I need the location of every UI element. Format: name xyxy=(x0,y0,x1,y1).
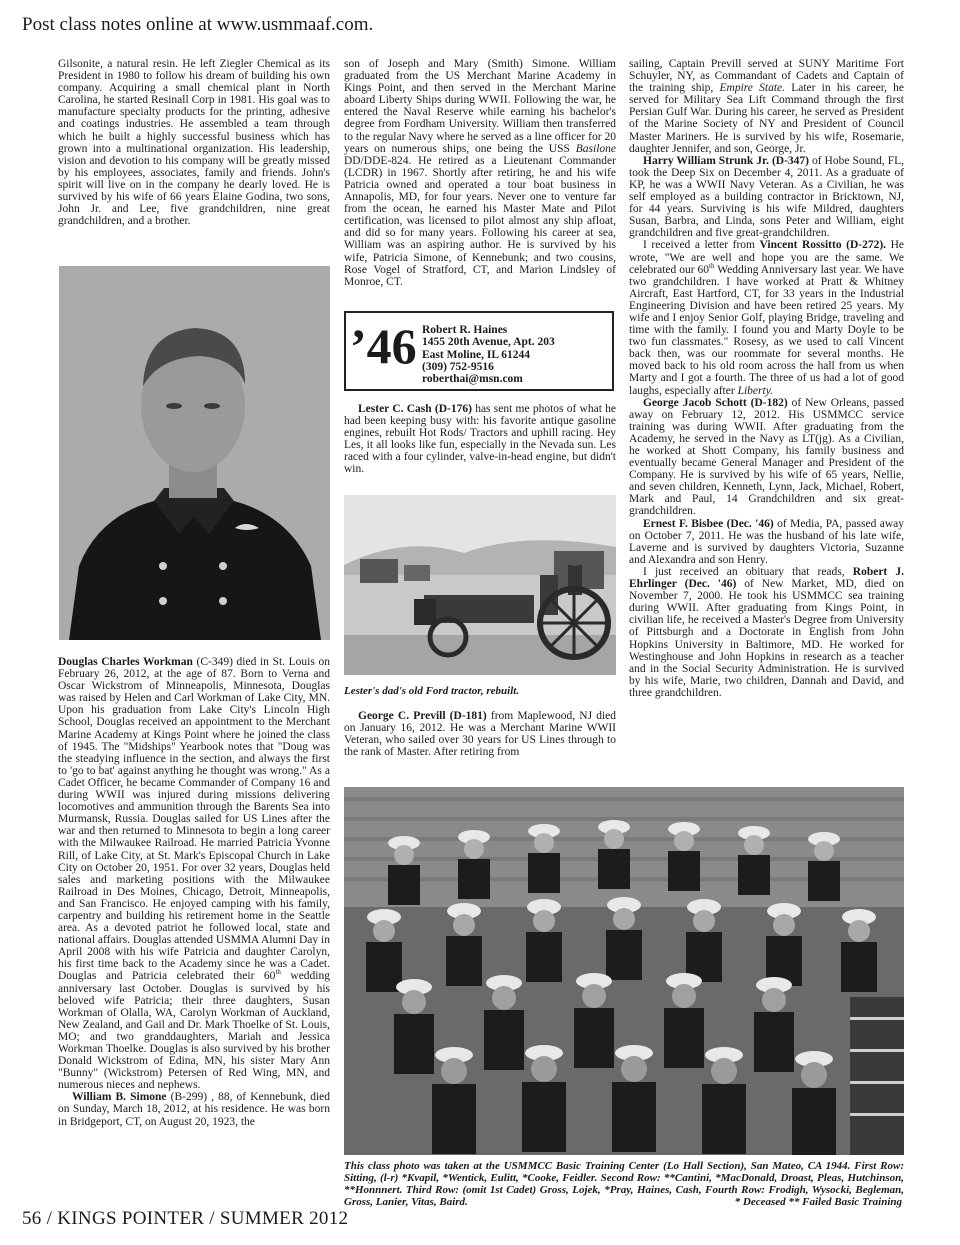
text-workman-b: wedding anniversary last October. Douglas is survived by his beloved wife Patricia; their three daughters, Susan Workman of Olalla, WA, Carolyn Workman of Auckland, New Zealand, and Gail and Dr. Mark Thoelke of St. Louis, MO; and two granddaughters, Mariah and Jessica Workman Thoelke. Douglas is also survived by his brother Donald Wickstrom of Edina, MN, his sister Mary Ann "Bunny" (Wickstrom) Petersen of Red Wing, MN, and numerous nieces and nephews. xyxy=(58,970,331,1092)
name-robert-ehrlinger: Robert J. Ehrlinger (Dec. '46) xyxy=(629,565,904,591)
column-2-bottom xyxy=(344,710,616,758)
class-secretary-contact xyxy=(422,324,555,385)
text-rossitto-a: I received a letter from xyxy=(643,239,760,252)
group-photo-illustration xyxy=(344,787,904,1155)
text-rossitto-b: He wrote, "We are well and hope you are the same. We celebrated our 60 xyxy=(629,239,904,276)
paragraph-ernest-bisbee xyxy=(629,518,904,566)
secretary-email[interactable]: roberthai@msn.com xyxy=(422,373,523,386)
page-header[interactable]: Post class notes online at www.usmmaaf.com. xyxy=(22,14,374,35)
text-lester-cash: has sent me photos of what he had been keeping busy with: his favorite antique gasoline engines, rebuilt Hot Rods/ Tractors and uphill racing. Hey Les, it all looks like fun, especially in the Nevada sun. Les raced with a four cylinder, valve-in-head engine, but didn't win. xyxy=(344,403,616,476)
secretary-street: 1455 20th Avenue, Apt. 203 xyxy=(422,336,555,349)
name-george-previll: George C. Previll (D-181) xyxy=(358,710,487,722)
portrait-illustration xyxy=(59,266,330,640)
name-ernest-bisbee: Ernest F. Bisbee (Dec. '46) xyxy=(643,517,774,530)
text-harry-strunk: of Hobe Sound, FL, took the Deep Six on December 4, 2011. As a graduate of KP, he was a WWII Navy Veteran. As a Civilian, he was self employed as a building contractor in Bricktown, NJ, for 44 years. Surviving is his wife Mildred, daughters Susan, Barbra, and Linda, sons Peter and William, eight grandchildren and five great-grandchildren. xyxy=(629,154,904,240)
text-simone-c: DD/DDE-824. He retired as a Lieutenant Commander (LCDR) in 1967. Shortly after retiring, he and his wife Patricia owned and operated a tour boat business in Annapolis, MD, for four years. Never one to venture far from the ocean, he earned his Master Mate and Pilot certification, was licensed to pilot almost any ship afloat, and did so for many years. Following his career at sea, William was an aspiring author. He is survived by his wife, Patricia Simone, of Kennebunk; and two cousins, Rose Vogel of Stratford, CT, and Marion Lindsley of Monroe, CT. xyxy=(344,154,616,288)
secretary-city: East Moline, IL 61244 xyxy=(422,348,530,361)
paragraph-obituary-simone xyxy=(58,1091,330,1127)
text-george-previll: from Maplewood, NJ died on January 16, 2012. He was a Merchant Marine WWII Veteran, who sailed over 30 years for US Lines through to the rank of Master. After retiring from xyxy=(344,710,616,759)
name-george-schott: George Jacob Schott (D-182) xyxy=(643,396,788,409)
ship-name-basilone: Basilone xyxy=(575,142,616,155)
column-3 xyxy=(629,58,904,699)
paragraph-obituary-simone-cont xyxy=(344,58,616,288)
paragraph-obituary-ziegler: Gilsonite, a natural resin. He left Ziegler Chemical as its President in 1980 to follow his dream of building his own company. Acquiring a small chemical plant in North Carolina, he started Resinall Corp in 1981. His goal was to manufacture specialty products for the printing, adhesive and coatings industries. He assembled a team through which he built a highly successful business which has grown into a multinational organization. His leadership, vision and devotion to his company will be greatly missed by his employees, associates, family and friends. John's spirit will live on in the company he dearly loved. He is survived by his wife of 66 years Elaine Godina, two sons, John Jr. and Lee, five grandchildren, nine great grandchildren, and a brother. xyxy=(58,58,330,228)
portrait-photo-douglas-workman xyxy=(59,266,330,640)
text-simone-a: (B-299) , 88, of Kennebunk, died on Sunday, March 18, 2012, at his residence. He was born in Bridgeport, CT, on August 20, 1923, the xyxy=(58,1091,330,1128)
paragraph-george-schott xyxy=(629,397,904,518)
name-harry-strunk: Harry William Strunk Jr. (D-347) xyxy=(643,154,810,167)
class-year: ’46 xyxy=(350,318,417,374)
secretary-phone: (309) 752-9516 xyxy=(422,360,494,373)
text-previll-b: Later in his career, he served for Military Sea Lift Command through the first Persian Gulf War. During his career, he served as President of the Marine Society of NY and President of Council Master Mariners. He is survived by his wife, Rosemarie, daughter Jennifer, and son, George, Jr. xyxy=(629,82,905,155)
tractor-photo xyxy=(344,495,616,675)
class-group-photo xyxy=(344,787,904,1155)
text-previll-a: sailing, Captain Previll served at SUNY Maritime Fort Schuyler, NY, as Commandant of Cadets and Captain of the training ship, xyxy=(629,58,904,95)
paragraph-lester-cash xyxy=(344,403,616,476)
page-footer: 56 / KINGS POINTER / SUMMER 2012 xyxy=(22,1208,349,1229)
group-photo-legend: * Deceased ** Failed Basic Training xyxy=(734,1196,902,1208)
text-ehrlinger-a: I just received an obituary that reads, xyxy=(643,565,853,578)
text-simone-b: son of Joseph and Mary (Smith) Simone. William graduated from the US Merchant Marine Academy in Kings Point, and then served in the Merchant Marine aboard Liberty Ships during WWII. Following the war, he entered the Naval Reserve while earning his bachelor's degree from Fordham University. William then transferred to the regular Navy where he served as a line officer for 20 years on numerous ships, one being the USS xyxy=(344,58,616,155)
column-1-bottom xyxy=(58,656,330,1128)
column-2-middle xyxy=(344,403,616,476)
text-ernest-bisbee: of Media, PA, passed away on October 7, 2011. He was the husband of his late wife, Laverne and is survived by daughters Victoria, Suzanne and Alexandra and son Henry. xyxy=(629,517,904,566)
ship-name-empire-state: Empire State. xyxy=(719,82,785,95)
paragraph-previll-cont xyxy=(629,58,904,155)
column-2-top xyxy=(344,58,616,288)
paragraph-vincent-rossitto xyxy=(629,239,904,396)
name-vincent-rossitto: Vincent Rossitto (D-272). xyxy=(759,239,887,252)
text-rossitto-c: Wedding Anniversary last year. We have two grandchildren. I have worked at Pratt & Whitney Aircraft, East Hartford, CT, for 33 years in the Industrial Engineering Division and have been retired 25 years. My wife and I enjoy Senior Golf, playing Bridge, traveling and time with the family. I found you and Marty Doyle to be two fun classmates." Rosesy, as we used to call Vincent back then, was our roommate for several months. He moved back to his old room across the hall from us when Marty and I got a fourth. The three of us had a lot of good laughs, especially after xyxy=(629,263,904,397)
paragraph-robert-ehrlinger xyxy=(629,566,904,699)
class-secretary-box xyxy=(344,311,614,391)
paragraph-george-previll xyxy=(344,710,616,758)
tractor-illustration xyxy=(344,495,616,675)
paragraph-harry-strunk xyxy=(629,155,904,240)
text-ehrlinger-b: of New Market, MD, died on November 7, 2000. He took his USMMCC sea training during WWII. After graduating from Kings Point, in civilian life, he received a Master's Degree from University of Pittsburgh and a Doctorate in English from John Hopkins University in Baltimore, MD. He worked for Westinghouse and John Hopkins in research as a teacher and in the Social Security Administration. He is survived by his wife, Marie, two children, Dannah and David, and three grandchildren. xyxy=(629,578,904,699)
text-workman-a: (C-349) died in St. Louis on February 26, 2012, at the age of 87. Born to Verna and Oscar Wickstrom of Minneapolis, Minnesota, Douglas was raised by Helen and Carl Workman of Lake City, MN. Upon his graduation from Lake City's Lincoln High School, Douglas received an appointment to the Merchant Marine Academy at Kings Point where he joined the class of 1945. The "Midships" Yearbook notes that "Doug was the steadying influence in the section, and always the first to 'go to bat' against anything he thought was wrong." As a Cadet Officer, he became Commander of Company 16 and during WWII was injured during missions delivering locomotives and ammunition through the Barents Sea into Murmansk, Russia. Douglas sailed for US Lines after the war and then returned to Minnesota to begin a long career with the Milwaukee Railroad. He married Patricia Yvonne Rill, of Lake City, at St. Mark's Episcopal Church in Lake City on October 20, 1951. For over 32 years, Douglas held sales and marketing positions with the Milwaukee Railroad in Des Moines, Chicago, Detroit, Minneapolis, and San Francisco. He enjoyed camping with his family, carpentry and building his retirement home in the Seattle area. As a devoted patriot he followed local, state and national affairs. Douglas attended USMMA Alumni Day in April 2008 with his wife Patricia and daughter Carolyn, his first time back to the Academy since he was a Cadet. Douglas and Patricia celebrated their 60 xyxy=(58,656,330,983)
superscript-th: th xyxy=(709,261,715,270)
column-1-top xyxy=(58,58,330,227)
secretary-name: Robert R. Haines xyxy=(422,324,508,336)
tractor-photo-caption: Lester's dad's old Ford tractor, rebuilt. xyxy=(344,685,520,697)
name-douglas-workman: Douglas Charles Workman xyxy=(58,656,193,668)
group-photo-caption: This class photo was taken at the USMMCC Basic Training Center (Lo Hall Section), San Mateo, CA 1944. First Row: Sitting, (l-r) *Kvapil, *Wentick, Eulitt, *Cooke, Feidler. Second Row: **Cantini, *MacDonald, Droast, Pleas, Hutchinson, **Honnnert. Third Row: (omit 1st Cadet) Gross, Lojek, *Pray, Haines, Cash, Fourth Row: Frodigh, Wysocki, Begleman, Gross, Lanier, Vitas, Baird. xyxy=(344,1160,904,1208)
paragraph-obituary-workman xyxy=(58,656,330,1091)
superscript-th: th xyxy=(275,968,281,977)
name-lester-cash: Lester C. Cash (D-176) xyxy=(358,403,472,415)
text-george-schott: of New Orleans, passed away on February 12, 2012. His USMMCC service training was during WWII. After graduating from the Academy, he served in the Navy as LT(jg). As a Civilian, he worked at Shott Company, his family business and eventually became General Manager and President of the Company. He is survived by his wife of 65 years, Nellie, and seven children, Kenneth, Lynn, Jack, Michael, Robert, Mark and Paul, 14 Grandchildren and six great-grandchildren. xyxy=(629,396,905,518)
name-william-simone: William B. Simone xyxy=(72,1091,167,1104)
ship-name-liberty: Liberty. xyxy=(737,384,774,397)
